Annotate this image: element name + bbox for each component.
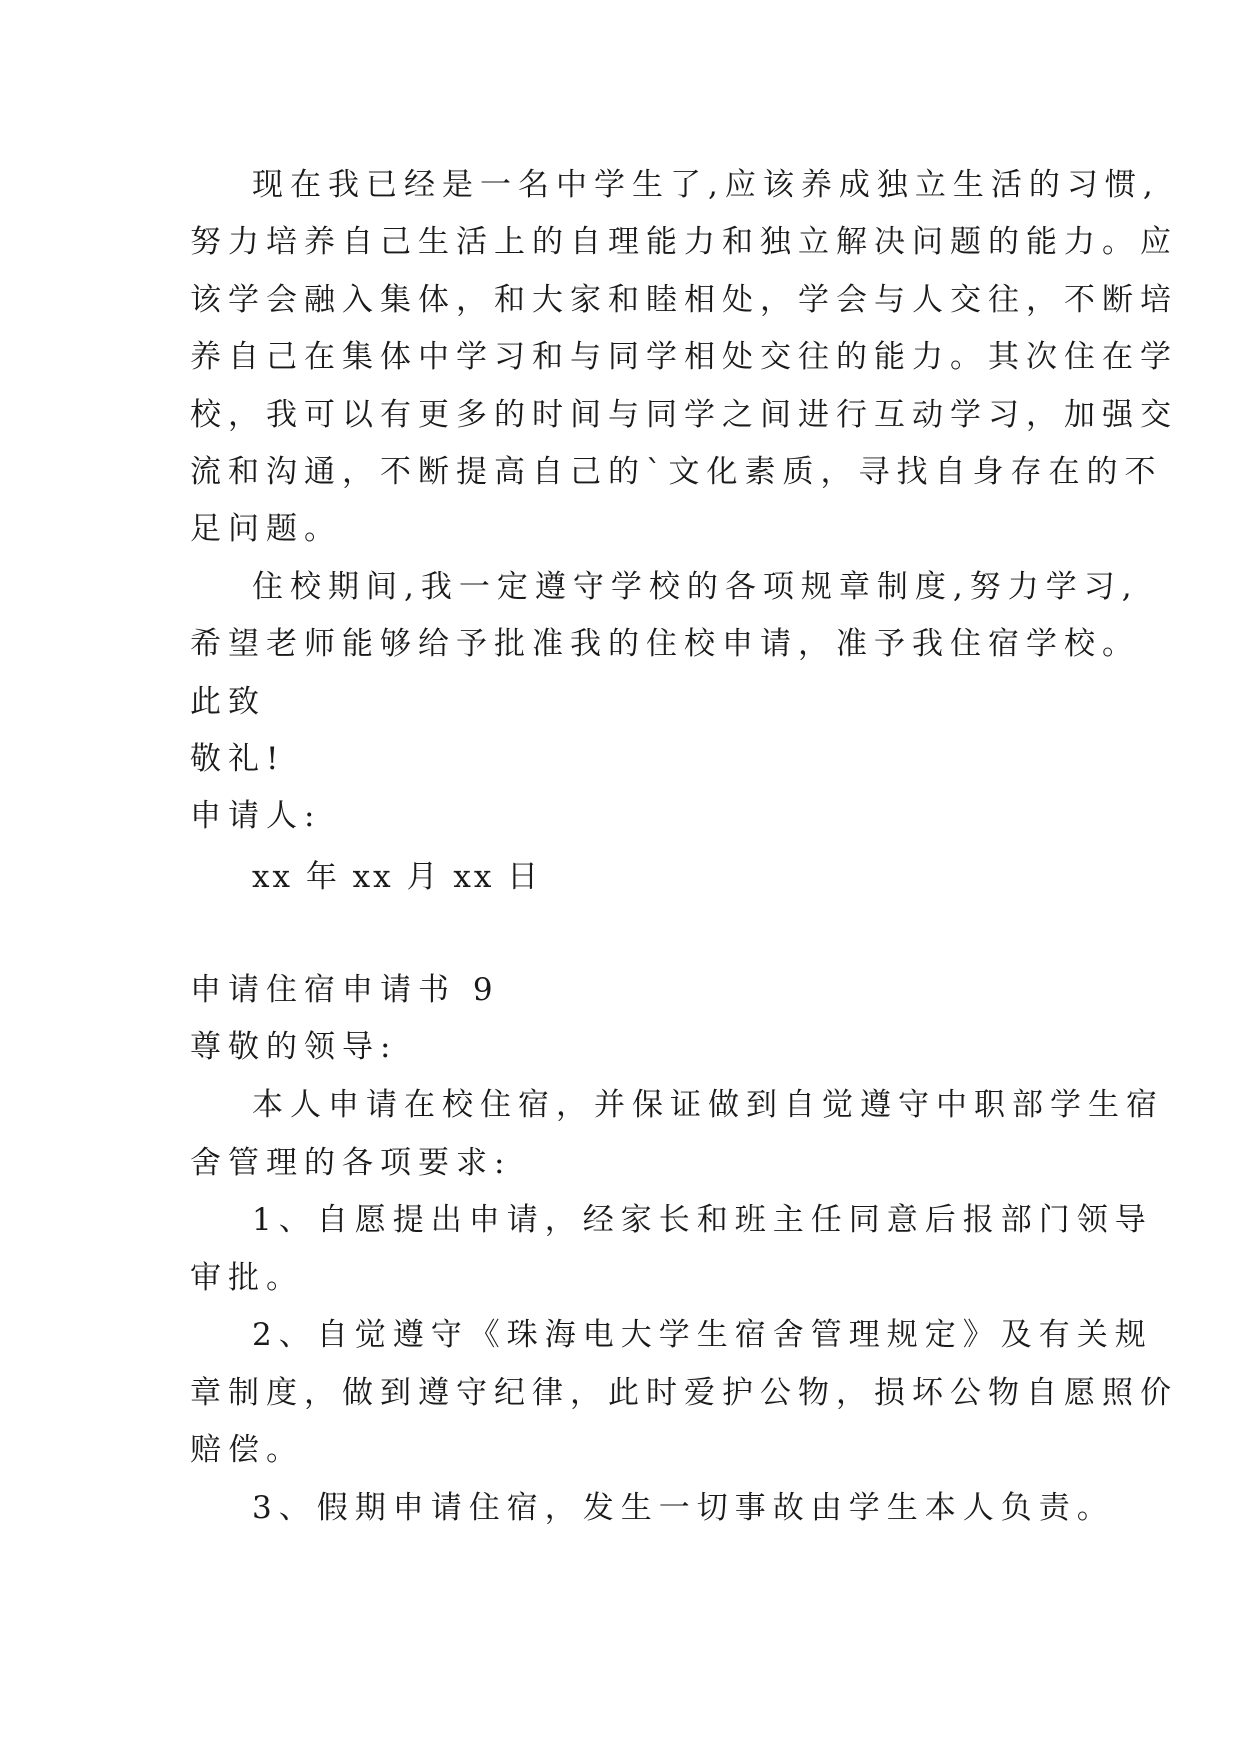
paragraph-line: 校，我可以有更多的时间与同学之间进行互动学习，加强交	[190, 397, 1178, 433]
paragraph-line: 该学会融入集体，和大家和睦相处，学会与人交往，不断培	[190, 282, 1178, 318]
closing-respect: 敬礼!	[190, 741, 286, 777]
paragraph-line: 审批。	[190, 1260, 304, 1296]
paragraph-line: 努力培养自己生活上的自理能力和独立解决问题的能力。应	[190, 224, 1178, 260]
paragraph-line: 赔偿。	[190, 1432, 304, 1468]
paragraph-line: 养自己在集体中学习和与同学相处交往的能力。其次住在学	[190, 339, 1178, 375]
section-title: 申请住宿申请书 9	[190, 972, 500, 1008]
paragraph-line: 舍管理的各项要求:	[190, 1145, 512, 1181]
paragraph-line: 足问题。	[190, 511, 342, 547]
list-item: 3、假期申请住宿，发生一切事故由学生本人负责。	[252, 1490, 1115, 1526]
applicant-label: 申请人:	[190, 798, 322, 834]
list-item: 1、自愿提出申请，经家长和班主任同意后报部门领导	[252, 1202, 1153, 1238]
date-line: xx 年 xx 月 xx 日	[252, 859, 542, 895]
paragraph-line: 流和沟通，不断提高自己的`文化素质，寻找自身存在的不	[190, 454, 1163, 490]
paragraph-line: 本人申请在校住宿，并保证做到自觉遵守中职部学生宿	[252, 1087, 1164, 1123]
paragraph-line: 现在我已经是一名中学生了,应该养成独立生活的习惯,	[252, 167, 1160, 203]
paragraph-line: 住校期间,我一定遵守学校的各项规章制度,努力学习,	[252, 569, 1139, 605]
greeting: 尊敬的领导:	[190, 1029, 398, 1065]
list-item: 2、自觉遵守《珠海电大学生宿舍管理规定》及有关规	[252, 1317, 1153, 1353]
closing-salutation: 此致	[190, 684, 266, 720]
paragraph-line: 希望老师能够给予批准我的住校申请，准予我住宿学校。	[190, 626, 1140, 662]
paragraph-line: 章制度，做到遵守纪律，此时爱护公物，损坏公物自愿照价	[190, 1375, 1178, 1411]
